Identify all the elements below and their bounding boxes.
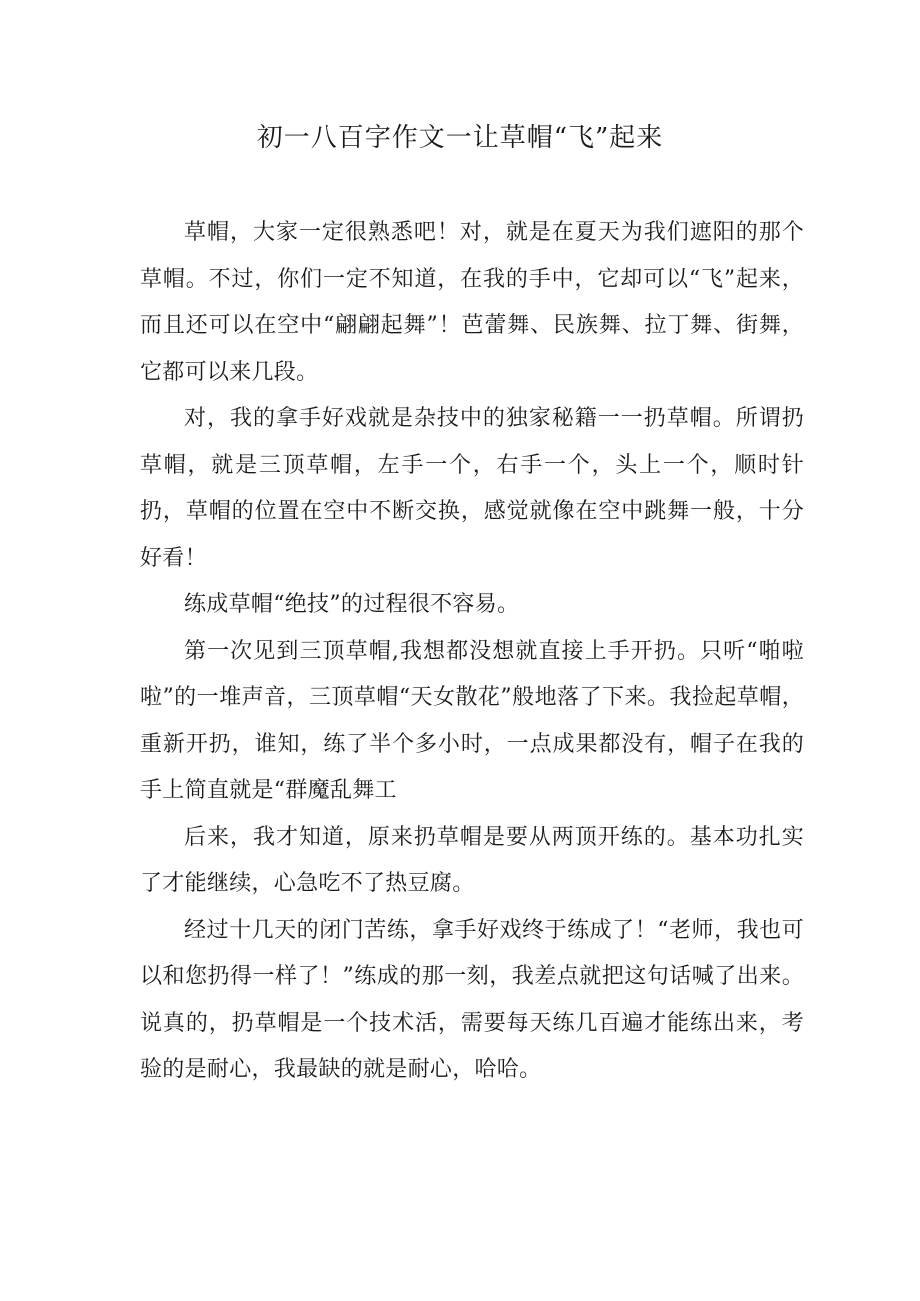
paragraph-6: 经过十几天的闭门苦练，拿手好戏终于练成了！“老师，我也可以和您扔得一样了！”练成的那一刻，我差点就把这句话喊了出来。说真的，扔草帽是一个技术活，需要每天练几百遍才能练出来，考验的是耐心，我最缺的就是耐心，哈哈。 <box>140 917 804 1082</box>
document-title: 初一八百字作文一让草帽“飞”起来 <box>256 123 664 153</box>
paragraph-2: 对，我的拿手好戏就是杂技中的独家秘籍一一扔草帽。所谓扔草帽，就是三顶草帽，左手一个，右手一个，头上一个，顺时针扔，草帽的位置在空中不断交换，感觉就像在空中跳舞一般，十分好看！ <box>140 406 804 571</box>
paragraph-5: 后来，我才知道，原来扔草帽是要从两顶开练的。基本功扎实了才能继续，心急吃不了热豆腐。 <box>140 824 804 896</box>
paragraph-1: 草帽，大家一定很熟悉吧！对，就是在夏天为我们遮阳的那个草帽。不过，你们一定不知道，在我的手中，它却可以“飞”起来，而且还可以在空中“翩翩起舞”！芭蕾舞、民族舞、拉丁舞、街舞，它都可以来几段。 <box>140 220 804 385</box>
paragraph-4: 第一次见到三顶草帽,我想都没想就直接上手开扔。只听“啪啦啦”的一堆声音，三顶草帽“天女散花”般地落了下来。我捡起草帽，重新开扔，谁知，练了半个多小时，一点成果都没有，帽子在我的手上简直就是“群魔乱舞工 <box>140 638 804 803</box>
document-body <box>140 210 804 1094</box>
paragraph-3: 练成草帽“绝技”的过程很不容易。 <box>184 592 520 617</box>
